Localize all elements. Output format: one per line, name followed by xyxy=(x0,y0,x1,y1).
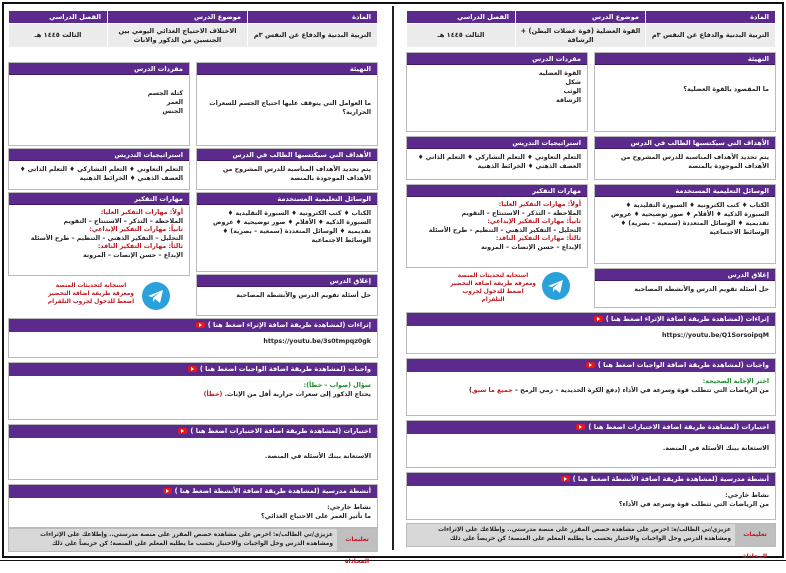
activities-body xyxy=(407,486,775,515)
close-text: حل أسئلة تقويم الدرس والأنشطة المصاحبة xyxy=(634,286,769,293)
vocab-item: القوة العضلية xyxy=(538,70,581,77)
homework-title[interactable] xyxy=(9,363,377,376)
skills-heading: ثانياً: مهارات التفكير الإبداعي: xyxy=(487,218,581,225)
enrichment-section xyxy=(8,318,378,358)
vocab-title: مفردات الدرس xyxy=(9,63,189,75)
homework-title-text: واجبات (لمشاهدة طريقة اضافة الواجبات اضغط هنا ) xyxy=(199,365,371,373)
tools-title: الوسائل التعليمية المستخدمة xyxy=(197,193,377,205)
homework-question-text: يحتاج الذكور إلى سعرات حرارية أقل من الإناث. xyxy=(224,391,371,399)
tests-title[interactable] xyxy=(9,425,377,438)
skills-heading: أولاً: مهارات التفكير العليا: xyxy=(100,209,183,216)
skills-line: الملاحظة – التذكر – الاستنتاج – التقويم xyxy=(63,217,183,225)
strategies-title: استراتيجيات التدريس xyxy=(9,149,189,161)
vocab-list xyxy=(9,75,189,120)
activities-title-text: أنشطة مدرسية (لمشاهدة طريقة اضافة الأنشطة اضغط هنا ) xyxy=(572,475,769,483)
goals-text: يتم تحديد الأهداف المناسبة للدرس المشروح من الأهداف الموجودة بالمنصة xyxy=(620,154,769,171)
youtube-icon[interactable] xyxy=(178,428,187,434)
intro-title: التهيئة xyxy=(197,63,377,75)
page-divider xyxy=(392,6,394,550)
term-value: الثالث ١٤٤٥ هـ xyxy=(9,24,108,48)
youtube-icon[interactable] xyxy=(196,322,205,328)
homework-section xyxy=(406,358,776,416)
enrichment-url[interactable]: https://youtu.be/3s0tmpqz0gk xyxy=(263,338,371,345)
footer-instructions xyxy=(8,528,378,565)
homework-answer: جميع ما سبق xyxy=(471,387,513,395)
term-header: الفصل الدراسي xyxy=(9,11,108,24)
activities-title[interactable] xyxy=(407,473,775,486)
enrichment-title[interactable] xyxy=(9,319,377,332)
tests-text: الاستعانة ببنك الأسئلة في المنصة. xyxy=(264,453,371,460)
intro-text: ما العوامل التي يتوقف عليها احتياج الجسم للسعرات الحرارية؟ xyxy=(209,100,371,117)
tests-title-text: اختبارات (لمشاهدة طريقة اضافة الاختبارات اضغط هنا ) xyxy=(588,423,769,431)
activities-section xyxy=(8,484,378,528)
activities-section xyxy=(406,472,776,520)
lesson-header-table xyxy=(406,10,776,48)
telegram-promo-line: استجابة لتحديثات المنصة xyxy=(457,273,529,279)
tests-section xyxy=(8,424,378,480)
telegram-icon[interactable] xyxy=(542,272,570,300)
close-title: إغلاق الدرس xyxy=(595,269,775,281)
skills-title: مهارات التفكير xyxy=(9,193,189,205)
footer-label: تعليمات المحاذاة xyxy=(735,524,775,546)
activities-title-text: أنشطة مدرسية (لمشاهدة طريقة اضافة الأنشطة اضغط هنا ) xyxy=(174,487,371,495)
vocab-item: شكل xyxy=(565,79,581,87)
tools-text: الكتاب ♦ كتب الكترونية ♦ السبورة التقليدية ♦ السبورة الذكية ♦ الأقلام ♦ صور توضيحية ♦ عروض تقديمية ♦ الوسائل المتعددة (سمعية – بصرية) ♦ الوسائط الاجتماعية xyxy=(213,210,371,245)
strategies-text: التعلم التعاوني ♦ التعلم التشاركي ♦ التعلم الذاتي ♦ العصف الذهني ♦ الخرائط الذهنية xyxy=(417,154,581,171)
vocab-item: العمر xyxy=(166,99,183,107)
vocab-list xyxy=(407,65,587,110)
term-value: الثالث ١٤٤٥ هـ xyxy=(407,24,516,48)
goals-card xyxy=(594,136,776,180)
tests-title-text: اختبارات (لمشاهدة طريقة اضافة الاختبارات اضغط هنا ) xyxy=(190,427,371,435)
homework-title-text: واجبات (لمشاهدة طريقة اضافة الواجبات اضغط هنا ) xyxy=(597,361,769,369)
strategies-card xyxy=(406,136,588,180)
vocab-item: الوثب xyxy=(563,88,581,96)
topic-value: الاختلاف الاحتياج الغذائي اليومي بين الجنسين من الذكور والاناث xyxy=(108,24,248,48)
enrichment-title[interactable] xyxy=(407,313,775,326)
youtube-icon[interactable] xyxy=(576,424,585,430)
skills-list xyxy=(9,205,189,264)
skills-heading: ثالثاً: مهارات التفكير الناقد: xyxy=(495,235,581,242)
homework-body xyxy=(407,372,775,401)
telegram-icon[interactable] xyxy=(142,282,170,310)
homework-question: من الرياضات التي تتطلب قوة وسرعة في الأداء (دفع الكرة الحديدية – رمي الرمح – جميع ما سبق) xyxy=(469,387,769,395)
skills-line: الملاحظة – التذكر – الاستنتاج – التقويم xyxy=(461,209,581,217)
close-title: إغلاق الدرس xyxy=(197,275,377,287)
youtube-icon[interactable] xyxy=(561,476,570,482)
homework-question xyxy=(15,390,371,399)
tools-text: الكتاب ♦ كتب الكترونية ♦ السبورة التقليدية ♦ السبورة الذكية ♦ الأقلام ♦ صور توضيحية ♦ عروض تقديمية ♦ الوسائل المتعددة (سمعية – بصرية) ♦ الوسائط الاجتماعية xyxy=(611,202,769,237)
footer-text: عزيزي/تي الطالب/ة: احرص على مشاهدة حصص المقرر على منصة مدرستي.. وإطلاعك على الإثراءات ومشاهدة الدرس وحل الواجبات والاختبار بحسب ما يطلبه المعلم على المنصة؛ كن حريصاً على ذلك xyxy=(40,532,333,547)
activity-text: ما تأثير العمر على الاحتياج الغذائي؟ xyxy=(261,513,371,521)
telegram-promo-text[interactable] xyxy=(46,282,136,306)
skills-list xyxy=(407,197,587,256)
activities-body xyxy=(9,498,377,527)
telegram-promo-line: اضغط للدخول لجروب التلقرام xyxy=(462,289,524,304)
intro-title: التهيئة xyxy=(595,53,775,65)
footer-instructions xyxy=(406,523,776,560)
skills-title: مهارات التفكير xyxy=(407,185,587,197)
homework-body xyxy=(9,376,377,405)
goals-card xyxy=(196,148,378,190)
subject-value: التربية البدنية والدفاع عن النفس ٣م xyxy=(646,24,776,48)
subject-header: المادة xyxy=(248,11,378,24)
close-card xyxy=(196,274,378,316)
left-page xyxy=(8,10,378,565)
intro-card xyxy=(594,52,776,132)
skills-heading: ثالثاً: مهارات التفكير الناقد: xyxy=(97,243,183,250)
homework-answer: (خطأ) xyxy=(203,391,223,399)
skills-heading: أولاً: مهارات التفكير العليا: xyxy=(498,201,581,208)
enrichment-title-text: إثراءات (لمشاهدة طريقة اضافة الإثراء اضغط هنا ) xyxy=(605,315,769,323)
homework-question-type: سؤال (صواب – خطأ): xyxy=(303,382,371,389)
strategies-card xyxy=(8,148,190,190)
footer-label: تعليمات المحاذاة xyxy=(337,529,377,551)
telegram-promo-line: ومعرفة طريقة اضافة التحضير xyxy=(450,281,536,288)
vocab-card xyxy=(8,62,190,146)
youtube-icon[interactable] xyxy=(163,488,172,494)
topic-header: موضوع الدرس xyxy=(108,11,248,24)
youtube-icon[interactable] xyxy=(594,316,603,322)
homework-section xyxy=(8,362,378,420)
activities-title[interactable] xyxy=(9,485,377,498)
right-page xyxy=(406,10,776,560)
tools-card xyxy=(196,192,378,272)
activity-text: من الرياضات التي تتطلب قوة وسرعة في الأداء؟ xyxy=(618,501,769,509)
telegram-promo-line: ومعرفة طريقة اضافة التحضير xyxy=(48,291,134,298)
close-text: حل أسئلة تقويم الدرس والأنشطة المصاحبة xyxy=(236,292,371,299)
telegram-promo-line: استجابة لتحديثات المنصة xyxy=(55,283,127,289)
term-header: الفصل الدراسي xyxy=(407,11,516,24)
skills-heading: ثانياً: مهارات التفكير الإبداعي: xyxy=(89,226,183,233)
skills-card xyxy=(8,192,190,276)
skills-card xyxy=(406,184,588,268)
strategies-text: التعلم التعاوني ♦ التعلم التشاركي ♦ التعلم الذاتي ♦ العصف الذهني ♦ الخرائط الذهنية xyxy=(19,166,183,183)
vocab-item: كتلة الجسم xyxy=(147,90,183,97)
tools-title: الوسائل التعليمية المستخدمة xyxy=(595,185,775,197)
topic-header: موضوع الدرس xyxy=(516,11,646,24)
vocab-item: الجنس xyxy=(162,108,183,116)
topic-value: القوة العضلية (قوة عضلات البطن) + الرشاقة xyxy=(516,24,646,48)
vocab-card xyxy=(406,52,588,132)
tools-card xyxy=(594,184,776,264)
skills-line: الإبداع – حسن الإنصات – المرونة xyxy=(480,243,581,251)
activity-type: نشاط خارجي: xyxy=(327,504,371,511)
enrichment-title-text: إثراءات (لمشاهدة طريقة اضافة الإثراء اضغط هنا ) xyxy=(207,321,371,329)
goals-title: الأهداف التي سيكتسبها الطالب في الدرس xyxy=(595,137,775,149)
tests-section xyxy=(406,420,776,468)
goals-title: الأهداف التي سيكتسبها الطالب في الدرس xyxy=(197,149,377,161)
enrichment-url[interactable]: https://youtu.be/Q1SorsoipqM xyxy=(662,332,769,339)
subject-header: المادة xyxy=(646,11,776,24)
vocab-item: الرشاقة xyxy=(556,97,581,105)
telegram-promo-text[interactable] xyxy=(450,272,536,304)
youtube-icon[interactable] xyxy=(188,366,197,372)
telegram-promo-line: اضغط للدخول لجروب التلقرام xyxy=(47,299,135,306)
subject-value: التربية البدنية والدفاع عن النفس ٣م xyxy=(248,24,378,48)
tests-text: الاستعانة ببنك الأسئلة في المنصة. xyxy=(662,445,769,452)
enrichment-section xyxy=(406,312,776,354)
homework-question-type: اختر الإجابة الصحيحة: xyxy=(702,378,769,385)
intro-card xyxy=(196,62,378,146)
intro-text: ما المقصود بالقوة العضلية؟ xyxy=(683,86,769,93)
skills-line: التحليل – التفكير الذهني – التنظيم – طرح الأسئلة xyxy=(30,234,183,242)
tests-title[interactable] xyxy=(407,421,775,434)
goals-text: يتم تحديد الأهداف المناسبة للدرس المشروح من الأهداف الموجودة بالمنصة xyxy=(222,166,371,183)
activity-type: نشاط خارجي: xyxy=(725,492,769,499)
homework-title[interactable] xyxy=(407,359,775,372)
skills-line: التحليل – التفكير الذهني – التنظيم – طرح الأسئلة xyxy=(428,226,581,234)
youtube-icon[interactable] xyxy=(586,362,595,368)
footer-text: عزيزي/تي الطالب/ة: احرص على مشاهدة حصص المقرر على منصة مدرستي.. وإطلاعك على الإثراءات ومشاهدة الدرس وحل الواجبات والاختبار بحسب ما يطلبه المعلم على المنصة؛ كن حريصاً على ذلك xyxy=(438,527,731,542)
skills-line: الإبداع – حسن الإنصات – المرونة xyxy=(82,251,183,259)
vocab-title: مفردات الدرس xyxy=(407,53,587,65)
strategies-title: استراتيجيات التدريس xyxy=(407,137,587,149)
close-card xyxy=(594,268,776,308)
lesson-header-table xyxy=(8,10,378,48)
